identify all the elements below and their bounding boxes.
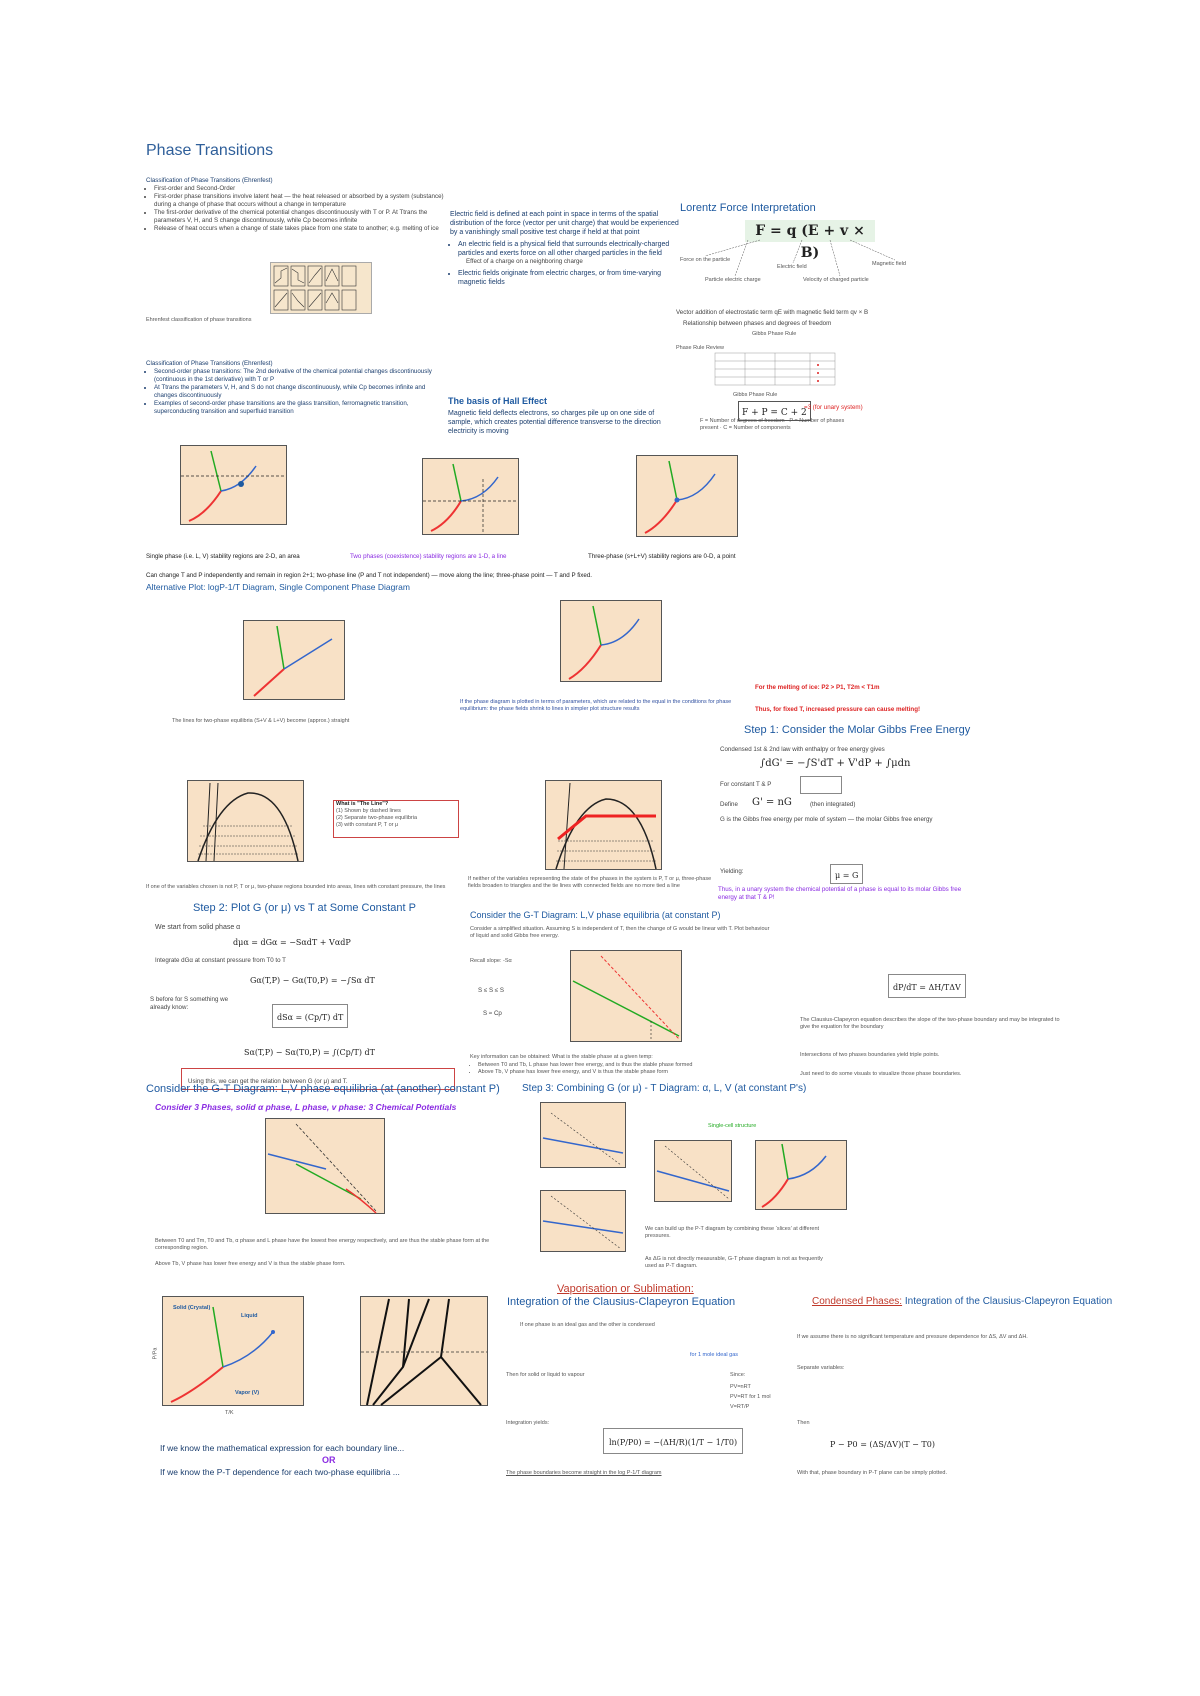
cond-text: Separate variables: <box>797 1365 845 1371</box>
clapeyron-box <box>888 974 966 998</box>
figure-caption: Ehrenfest classification of phase transitions <box>146 317 252 323</box>
cond-text: With that, phase boundary in P-T plane can be simply plotted. <box>797 1470 948 1476</box>
cond-title: Condensed Phases: <box>812 1296 903 1307</box>
liquid-label: Liquid <box>241 1313 258 1319</box>
melting-note: Thus, for fixed T, increased pressure can cause melting! <box>755 706 921 713</box>
cond-text: If we assume there is no significant temperature and pressure dependence for ΔS, ΔV and ΔH. <box>797 1334 1028 1340</box>
bullet: • Above Tb, V phase has lower free energy, and V is thus the stable phase form <box>478 1069 798 1076</box>
vap-note: The phase boundaries become straight in the log P-1/T diagram <box>506 1470 662 1476</box>
s4-caption: Between T0 and Tm, T0 and Tb, α phase and L phase have the lowest free energy respectively, and are thus the stable phase form at the corresponding region. <box>155 1238 490 1251</box>
box-line: (2) Separate two-phase equilibria <box>336 815 418 821</box>
cond-equation: P − P0 = (ΔS/ΔV)(T − T0) <box>830 1440 935 1449</box>
caption: Can change T and P independently and remain in region 2+1; two-phase line (P and T not independent) — move along the line; three-phase point — T and P fixed. <box>146 572 592 579</box>
gt-slice <box>540 1102 626 1168</box>
step3-caption: As ΔG is not directly measurable, G-T phase diagram is not as frequently used as P-T diagram. <box>645 1256 823 1269</box>
what-is-the-line-box <box>333 800 459 838</box>
lorentz-label: Electric field <box>777 264 807 270</box>
vp-diagram <box>187 780 304 862</box>
phase-curves <box>561 601 661 681</box>
vap-subheading: Integration of the Clausius-Clapeyron Equation <box>507 1296 736 1308</box>
phase-lines <box>361 1297 487 1405</box>
step1-heading: Step 1: Consider the Molar Gibbs Free Energy <box>744 724 971 736</box>
lorentz-equation: F = q (E + v × B) <box>755 223 865 261</box>
step1-text: For constant T & P <box>720 781 772 788</box>
bottom-text: If we know the P-T dependence for each two-phase equilibria ... <box>160 1467 400 1477</box>
step1-text: Condensed 1st & 2nd law with enthalpy or free energy gives <box>720 746 885 753</box>
vap-text: V=RT/P <box>730 1404 750 1410</box>
step2-heading: Step 2: Plot G (or μ) vs T at Some Constant P <box>193 902 416 914</box>
result-equation: μ = G <box>835 871 859 880</box>
gt-lines <box>655 1141 731 1201</box>
gt-lines <box>541 1191 625 1251</box>
vap-heading: Vaporisation or Sublimation: <box>557 1283 694 1295</box>
ehrenfest-plots <box>271 263 371 313</box>
pt-diagram <box>636 455 738 537</box>
vap-text: Then for solid or liquid to vapour <box>506 1372 585 1378</box>
cond-text: Then <box>797 1420 810 1426</box>
bullet: • First-order phase transitions involve latent heat — the heat released or absorbed by a system (substance) during a change of phase that occurs without a change in temperature <box>154 193 446 209</box>
phase-rule-table <box>715 353 835 385</box>
gt-text: S ≤ S ≤ S <box>478 987 505 994</box>
vap-text: for 1 mole ideal gas <box>690 1352 738 1358</box>
cond-heading <box>812 1296 1112 1307</box>
phase-curves <box>756 1141 846 1209</box>
caption: Three-phase (s+L+V) stability regions are 0-D, a point <box>588 553 736 560</box>
vap-text: If one phase is an ideal gas and the other is condensed <box>520 1322 655 1328</box>
gt-text: Recall slope: -Sα <box>470 958 512 964</box>
vap-equation-box <box>603 1428 743 1454</box>
gt-text: Consider a simplified situation. Assuming S is independent of T, then the change of G would be linear with T. Plot behaviour of liquid and solid Gibbs free energy. <box>470 926 770 939</box>
ehrenfest-figure <box>270 262 372 314</box>
vap-text: PV=nRT <box>730 1384 751 1390</box>
table-grid <box>715 353 835 385</box>
clapeyron-text: The Clausius-Clapeyron equation describes the slope of the two-phase boundary and may be integrated to give the equation for the boundary <box>800 1017 1060 1030</box>
vapor-label: Vapor (V) <box>235 1390 260 1396</box>
phase-lines <box>244 621 344 699</box>
x-axis-label: T/K <box>225 1410 234 1416</box>
melting-note: For the melting of ice: P2 > P1, T2m < T1m <box>755 684 880 691</box>
paragraph: Electric field is defined at each point in space in terms of the spatial distribution of the force (vector per unit charge) that would be experienced by a vanishingly small positive test charge if held at that point <box>450 211 679 236</box>
phase-curves <box>163 1297 303 1405</box>
alt-caption: The lines for two-phase equilibria (S+V & L+V) become (approx.) straight <box>172 718 350 724</box>
hall-heading: The basis of Hall Effect <box>448 396 548 406</box>
step2-equation: dμα = dGα = −SαdT + VαdP <box>233 938 351 947</box>
step2-text: S before for S something we already know: <box>150 996 229 1011</box>
hall-text: Magnetic field deflects electrons, so charges pile up on one side of sample, which creates potential difference transverse to the direction electricity is moving <box>448 410 661 435</box>
gibbs-rule: F + P = C + 2 <box>742 408 807 418</box>
phase-curves <box>637 456 737 536</box>
gt-lines <box>266 1119 384 1213</box>
lorentz-heading: Lorentz Force Interpretation <box>680 202 816 214</box>
rule-note: =3 (for unary system) <box>804 404 863 411</box>
clapeyron-equation: dP/dT = ΔH/TΔV <box>893 983 961 992</box>
page-title: Phase Transitions <box>146 142 274 159</box>
step2-equation: Gα(T,P) − Gα(T0,P) = −∫Sα dT <box>250 976 375 985</box>
bullet: • Electric fields originate from electric charges, or from time-varying magnetic fields <box>458 269 680 287</box>
step1-text: Yielding: <box>720 868 744 875</box>
step1-equation: G' = nG <box>752 797 792 808</box>
s4-heading: Consider the G-T Diagram: L,V phase equilibria (at (another) constant P) <box>146 1083 500 1095</box>
vap-text: PV=RT for 1 mol <box>730 1394 771 1400</box>
or-text: OR <box>322 1455 336 1465</box>
vap-text: Since: <box>730 1372 746 1378</box>
step1-text: G is the Gibbs free energy per mole of system — the molar Gibbs free energy <box>720 816 933 823</box>
step3-label: Single-cell structure <box>708 1123 757 1129</box>
gibbs-label: Gibbs Phase Rule <box>752 331 797 337</box>
section-heading: Classification of Phase Transitions (Ehrenfest) <box>146 360 273 367</box>
caption: Single phase (i.e. L, V) stability regions are 2-D, an area <box>146 553 300 560</box>
gt-slice <box>654 1140 732 1202</box>
box-line: (1) Shown by dashed lines <box>336 808 401 814</box>
section-heading: Classification of Phase Transitions (Ehrenfest) <box>146 177 273 184</box>
bullet: • At Ttrans the parameters V, H, and S do not change discontinuously, while Cp becomes infinite and changes discontinuously <box>154 384 446 400</box>
box-title: What is "The Line"? <box>336 801 389 807</box>
table-title: Phase Rule Review <box>676 345 724 351</box>
bottom-text: If we know the mathematical expression for each boundary line... <box>160 1443 405 1453</box>
gt-three-phase <box>265 1118 385 1214</box>
step2-equation: Sα(T,P) − Sα(T0,P) = ∫(Cp/T) dT <box>244 1048 375 1057</box>
bullet: • Examples of second-order phase transitions are the glass transition, ferromagnetic transition, superconducting transition and superfluid transition <box>154 400 446 416</box>
logp-diagram <box>243 620 345 700</box>
bullet: • Between T0 and Tb, L phase has lower free energy, and is thus the stable phase formed <box>478 1062 798 1069</box>
result-box <box>830 864 863 884</box>
cond-subtitle: Integration of the Clausius-Clapeyron Equation <box>904 1296 1113 1307</box>
step2-text: We start from solid phase α <box>155 924 241 931</box>
ehrenfest-section <box>146 177 446 233</box>
s4-caption: Above Tb, V phase has lower free energy and V is thus the stable phase form. <box>155 1261 346 1267</box>
s4-subheading: Consider 3 Phases, solid α phase, L phase, v phase: 3 Chemical Potentials <box>155 1102 457 1112</box>
step2-equation: dSα = (Cp/T) dT <box>277 1013 344 1022</box>
pt-diagram <box>560 600 662 682</box>
vap-equation: ln(P/P0) = −(ΔH/R)(1/T − 1/T0) <box>609 1438 738 1447</box>
step2-result: Using this, we can get the relation between G (or μ) and T. <box>188 1078 348 1085</box>
bullet: • Release of heat occurs when a change of state takes place from one state to another; e.g. melting of ice <box>154 225 446 233</box>
step1-equation: ∫dG' = −∫S'dT + V'dP + ∫μdn <box>760 758 911 769</box>
solid-label: Solid (Crystal) <box>173 1305 211 1311</box>
lorentz-label: Force on the particle <box>680 257 731 263</box>
vp-caption: If one of the variables chosen is not P, T or μ, two-phase regions bounded into areas, lines with constant pressure, the lines <box>146 884 446 890</box>
step1-text: (then integrated) <box>810 801 856 808</box>
lorentz-label: Velocity of charged particle <box>803 277 869 283</box>
phase-dome <box>188 781 303 861</box>
step1-text: Define <box>720 801 738 808</box>
equation-box <box>272 1004 348 1028</box>
gt-slice <box>540 1190 626 1252</box>
pt-diagram <box>422 458 519 535</box>
lorentz-label: Magnetic field <box>872 261 906 267</box>
alt-heading: Alternative Plot: logP-1/T Diagram, Single Component Phase Diagram <box>146 582 410 592</box>
vp-caption: If neither of the variables representing the state of the phases in the system is P, T or μ, three-phase fields broaden to triangles and the tie lines with connected fields are no more tied a line <box>468 876 712 889</box>
bullet: • Second-order phase transitions: The 2nd derivative of the chemical potential changes discontinuously (continuous in the 1st derivative) with T or P <box>154 368 446 384</box>
phase-curves <box>423 459 518 534</box>
step3-caption: We can build up the P-T diagram by combining these ‘slices’ at different pressures. <box>645 1226 820 1239</box>
second-order-section <box>146 360 446 416</box>
lorentz-pointers <box>680 238 940 278</box>
rule-definitions: F = Number of degrees of freedom · P = Number of phases present · C = Number of components <box>700 418 845 431</box>
y-axis-label: P/Pa <box>152 1347 159 1360</box>
rule-title: Gibbs Phase Rule <box>733 392 778 398</box>
lorentz-label: Particle electric charge <box>705 277 761 283</box>
sub-bullet: Effect of a charge on a neighboring charge <box>466 258 583 265</box>
gt-diagram <box>570 950 682 1042</box>
alt-note: If the phase diagram is plotted in terms of parameters, which are related to the equal in the conditions for phase equilibrium: the phase fields shrink to lines in simpler plot structure results <box>460 699 732 712</box>
gt-text: S ≈ Cp <box>483 1010 502 1017</box>
gt-heading: Consider the G-T Diagram: L,V phase equilibria (at constant P) <box>470 910 721 920</box>
caption: Two phases (coexistence) stability regions are 1-D, a line <box>350 553 507 560</box>
intersection-text: Just need to do some visuals to visualize those phase boundaries. <box>800 1071 962 1077</box>
pt-diagram-large <box>162 1296 304 1406</box>
vap-text: Integration yields: <box>506 1420 550 1426</box>
box-line: (3) with constant P, T or μ <box>336 822 399 828</box>
step1-note: Thus, in a unary system the chemical potential of a phase is equal to its molar Gibbs free energy at that T & P! <box>718 886 962 901</box>
gt-lines <box>541 1103 625 1167</box>
phase-relationship: Relationship between phases and degrees of freedom <box>683 320 832 327</box>
gt-key: Key information can be obtained: What is the stable phase at a given temp: <box>470 1054 653 1060</box>
step3-heading: Step 3: Combining G (or μ) - T Diagram: α, L, V (at constant P's) <box>522 1083 807 1094</box>
step2-text: Integrate dGα at constant pressure from T0 to T <box>155 957 286 964</box>
bullet: • An electric field is a physical field that surrounds electrically-charged particles and exerts force on all other charged particles in the field <box>458 240 680 258</box>
intersection-text: Intersections of two phases boundaries yield triple points. <box>800 1052 940 1058</box>
bullet: • First-order and Second-Order <box>154 185 446 193</box>
electric-field-section <box>450 210 680 287</box>
lorentz-note: Vector addition of electrostatic term qE with magnetic field term qv × B <box>676 309 869 316</box>
vp-diagram <box>545 780 662 870</box>
logp-diagram-large <box>360 1296 488 1406</box>
gt-lines <box>571 951 681 1041</box>
bullet: • The first-order derivative of the chemical potential changes discontinuously with T or P. At Ttrans the parameters V, H, and S change discontinuously, while Cp becomes infinite <box>154 209 446 225</box>
pt-diagram <box>180 445 287 525</box>
pt-diagram <box>755 1140 847 1210</box>
equation-box <box>800 776 842 794</box>
phase-dome <box>546 781 661 869</box>
phase-curves <box>181 446 286 524</box>
